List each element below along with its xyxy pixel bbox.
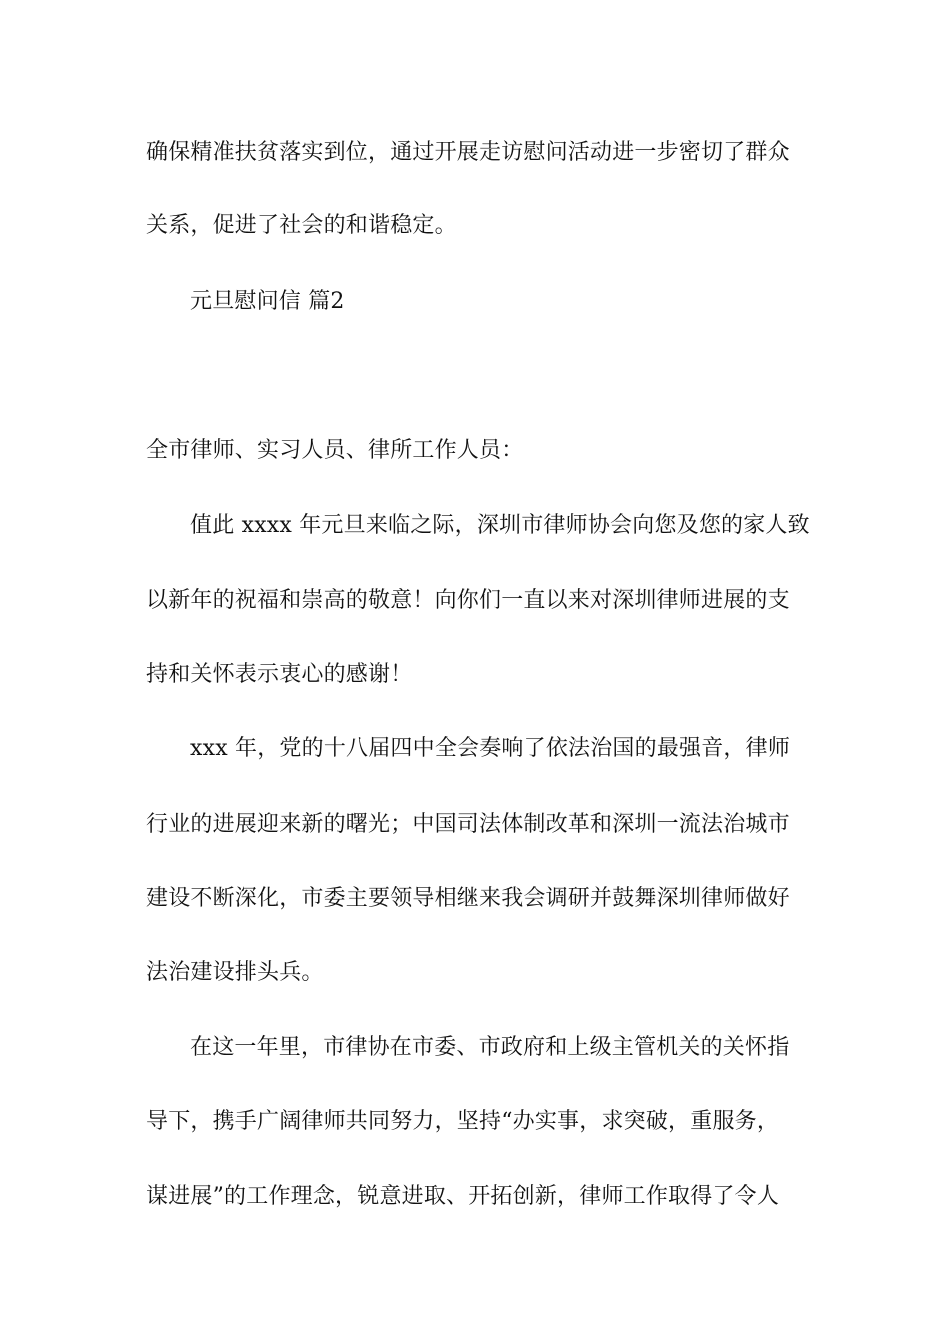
text-line: 持和关怀表示衷心的感谢！	[146, 662, 413, 687]
text-line: 值此 xxxx 年元旦来临之际，深圳市律师协会向您及您的家人致	[190, 513, 810, 538]
text-line: xxx 年，党的十八届四中全会奏响了依法治国的最强音，律师	[190, 736, 791, 761]
section-heading: 元旦慰问信 篇2	[190, 289, 345, 314]
text-line: 以新年的祝福和崇高的敬意！向你们一直以来对深圳律师进展的支	[146, 588, 790, 613]
text-line: 关系，促进了社会的和谐稳定。	[146, 213, 457, 238]
text-line: 导下，携手广阔律师共同努力，坚持“办实事，求突破，重服务，	[146, 1109, 780, 1134]
salutation: 全市律师、实习人员、律所工作人员：	[146, 438, 524, 463]
text-line: 谋进展”的工作理念，锐意进取、开拓创新，律师工作取得了令人	[146, 1184, 780, 1209]
text-line: 行业的进展迎来新的曙光；中国司法体制改革和深圳一流法治城市	[146, 812, 790, 837]
text-line: 法治建设排头兵。	[146, 960, 324, 985]
text-line: 确保精准扶贫落实到位，通过开展走访慰问活动进一步密切了群众	[146, 140, 790, 165]
text-line: 在这一年里，市律协在市委、市政府和上级主管机关的关怀指	[190, 1035, 790, 1060]
text-line: 建设不断深化，市委主要领导相继来我会调研并鼓舞深圳律师做好	[146, 886, 790, 911]
